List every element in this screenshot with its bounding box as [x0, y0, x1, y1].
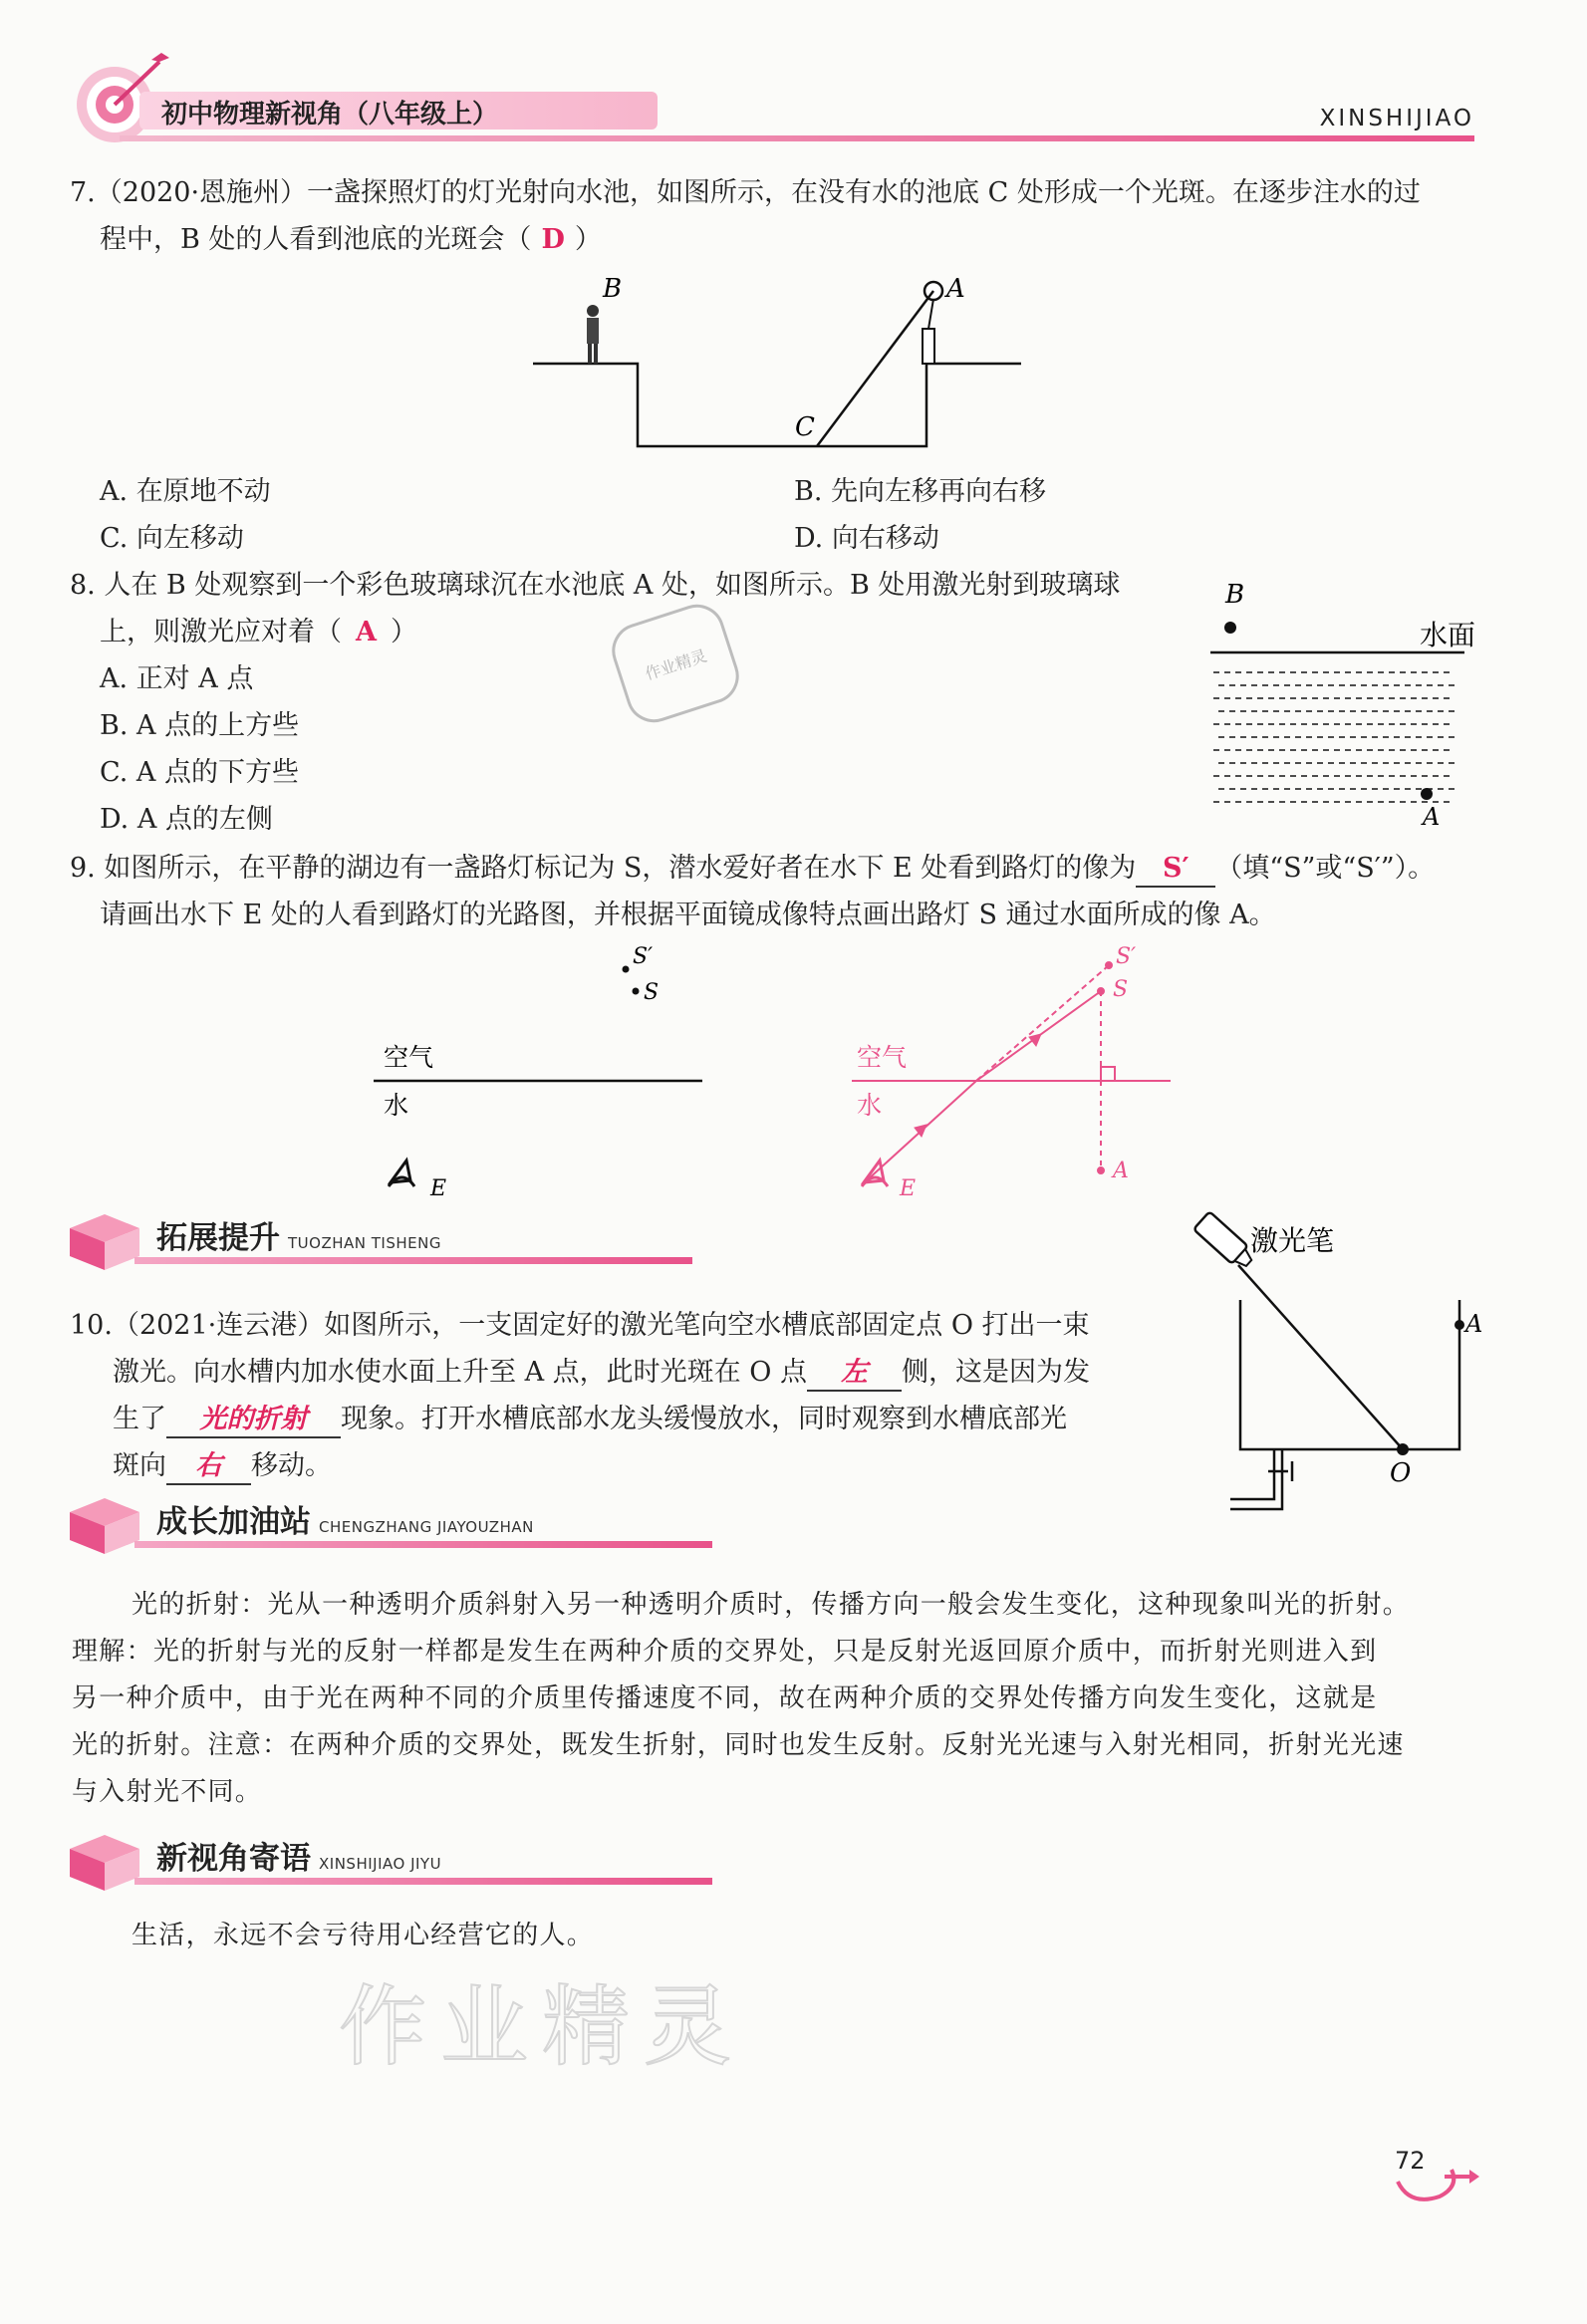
q8-option-b: B. A 点的上方些: [100, 710, 300, 741]
water-dashes: [1213, 672, 1455, 802]
header-brand: XINSHIJIAO: [1319, 106, 1474, 131]
q7-figure: [528, 269, 1026, 453]
q9-figure-question: [369, 941, 717, 1210]
drain-tap-icon: [1230, 1449, 1292, 1509]
q8-option-c: C. A 点的下方些: [100, 757, 299, 788]
knowledge-line: 与入射光不同。: [72, 1777, 263, 1807]
cube-icon: [65, 1210, 144, 1272]
header-title: 初中物理新视角（八年级上）: [161, 100, 499, 129]
q7-label-a: A: [946, 274, 965, 304]
q7-line1: 7.（2020·恩施州）一盏探照灯的灯光射向水池，如图所示，在没有水的池底 C 处形成一个光斑。在逐步注水的过: [70, 177, 1421, 208]
q9-a-label-e: E: [900, 1176, 917, 1201]
section-tuozhan: [65, 1210, 702, 1270]
q9-a-label-water: 水: [857, 1091, 883, 1120]
q9-figure-answer: [842, 941, 1200, 1210]
q7-label-c: C: [795, 412, 815, 442]
q10-blank1: 左: [840, 1357, 868, 1388]
q10-label-o: O: [1390, 1458, 1412, 1488]
q9-q-label-air: 空气: [384, 1043, 434, 1072]
q7-option-d: D. 向右移动: [794, 523, 939, 554]
q10-line4: 斑向 右 移动。: [113, 1442, 332, 1489]
page-header: [60, 50, 1474, 149]
q10-blank3: 右: [195, 1450, 222, 1481]
q9-line1: 9. 如图所示，在平静的湖边有一盏路灯标记为 S，潜水爱好者在水下 E 处看到路灯的像为 S′ （填“S”或“S′”）。: [70, 845, 1435, 892]
q9-a-label-sprime: S′: [1116, 944, 1137, 969]
cube-icon: [65, 1494, 144, 1556]
q8-label-surface: 水面: [1420, 619, 1476, 651]
q7-option-c: C. 向左移动: [100, 523, 244, 554]
q9-answer: S′: [1162, 853, 1190, 884]
knowledge-line: 光的折射：光从一种透明介质斜射入另一种透明介质时，传播方向一般会发生变化，这种现象叫光的折射。: [132, 1590, 1411, 1620]
q8-answer: A: [356, 617, 377, 647]
q7-label-b: B: [603, 274, 623, 304]
section-tuozhan-subtitle: TUOZHAN TISHENG: [288, 1234, 441, 1252]
section-chengzhang-title: 成长加油站: [156, 1504, 311, 1540]
q9-a-label-a: A: [1113, 1159, 1129, 1183]
header-rule: [120, 135, 1474, 141]
q9-line2: 请画出水下 E 处的人看到路灯的光路图，并根据平面镜成像特点画出路灯 S 通过水面所成的像 A。: [100, 900, 1276, 930]
q9-q-label-e: E: [430, 1176, 447, 1201]
q8-option-d: D. A 点的左侧: [100, 804, 273, 835]
q8-line2: 上，则激光应对着（ A ）: [100, 617, 417, 647]
motto: 生活，永远不会亏待用心经营它的人。: [132, 1921, 595, 1950]
section-chengzhang-subtitle: CHENGZHANG JIAYOUZHAN: [319, 1518, 534, 1536]
q10-label-a: A: [1465, 1310, 1483, 1338]
q9-q-label-water: 水: [384, 1091, 409, 1120]
homework-stamp: 作业精灵: [605, 598, 746, 730]
q9-a-label-air: 空气: [857, 1043, 908, 1072]
q8-figure: [1205, 573, 1504, 832]
q7-line2: 程中，B 处的人看到池底的光斑会（ D ）: [100, 224, 602, 255]
knowledge-line: 光的折射。注意：在两种介质的交界处，既发生折射，同时也发生反射。反射光光速与入射光相同，折射光光速: [72, 1730, 1405, 1760]
q9-a-label-s: S: [1113, 977, 1129, 1002]
page-number: 72: [1395, 2147, 1426, 2175]
page-swirl-icon: [1390, 2142, 1479, 2211]
laser-pen-icon: [1193, 1211, 1257, 1272]
q10-line3: 生了 光的折射 现象。打开水槽底部水龙头缓慢放水，同时观察到水槽底部光: [113, 1396, 1067, 1442]
q10-blank2: 光的折射: [199, 1404, 308, 1434]
section-jiyu-subtitle: XINSHIJIAO JIYU: [319, 1855, 442, 1873]
q9-q-label-s: S: [644, 980, 660, 1005]
section-chengzhang: [65, 1494, 722, 1554]
knowledge-line: 另一种介质中，由于光在两种不同的介质里传播速度不同，故在两种介质的交界处传播方向发生变化，这就是: [72, 1683, 1378, 1713]
watermark: 作业精灵: [339, 1975, 746, 2078]
q8-line1: 8. 人在 B 处观察到一个彩色玻璃球沉在水池底 A 处，如图所示。B 处用激光射到玻璃球: [70, 570, 1121, 601]
q8-option-a: A. 正对 A 点: [100, 663, 254, 694]
section-jiyu: [65, 1831, 722, 1891]
q10-figure: [1190, 1210, 1509, 1519]
q8-label-b: B: [1225, 580, 1245, 610]
q7-option-a: A. 在原地不动: [100, 476, 271, 507]
section-jiyu-title: 新视角寄语: [156, 1841, 311, 1877]
section-tuozhan-title: 拓展提升: [156, 1220, 280, 1256]
knowledge-box: [72, 1582, 1496, 1816]
q10-line1: 10.（2021·连云港）如图所示，一支固定好的激光笔向空水槽底部固定点 O 打出一束: [70, 1310, 1090, 1341]
q7-answer: D: [541, 224, 565, 255]
q7-option-b: B. 先向左移再向右移: [794, 476, 1047, 507]
eye-icon: [389, 1161, 414, 1186]
q8-label-a: A: [1423, 803, 1441, 831]
knowledge-line: 理解：光的折射与光的反射一样都是发生在两种介质的交界处，只是反射光返回原介质中，而折射光则进入到: [72, 1637, 1378, 1667]
person-icon: [587, 305, 599, 364]
q10-label-laser: 激光笔: [1250, 1224, 1335, 1257]
cube-icon: [65, 1831, 144, 1893]
q10-line2: 激光。向水槽内加水使水面上升至 A 点，此时光斑在 O 点 左 侧，这是因为发: [113, 1349, 1090, 1396]
q9-q-label-sprime: S′: [633, 944, 654, 969]
